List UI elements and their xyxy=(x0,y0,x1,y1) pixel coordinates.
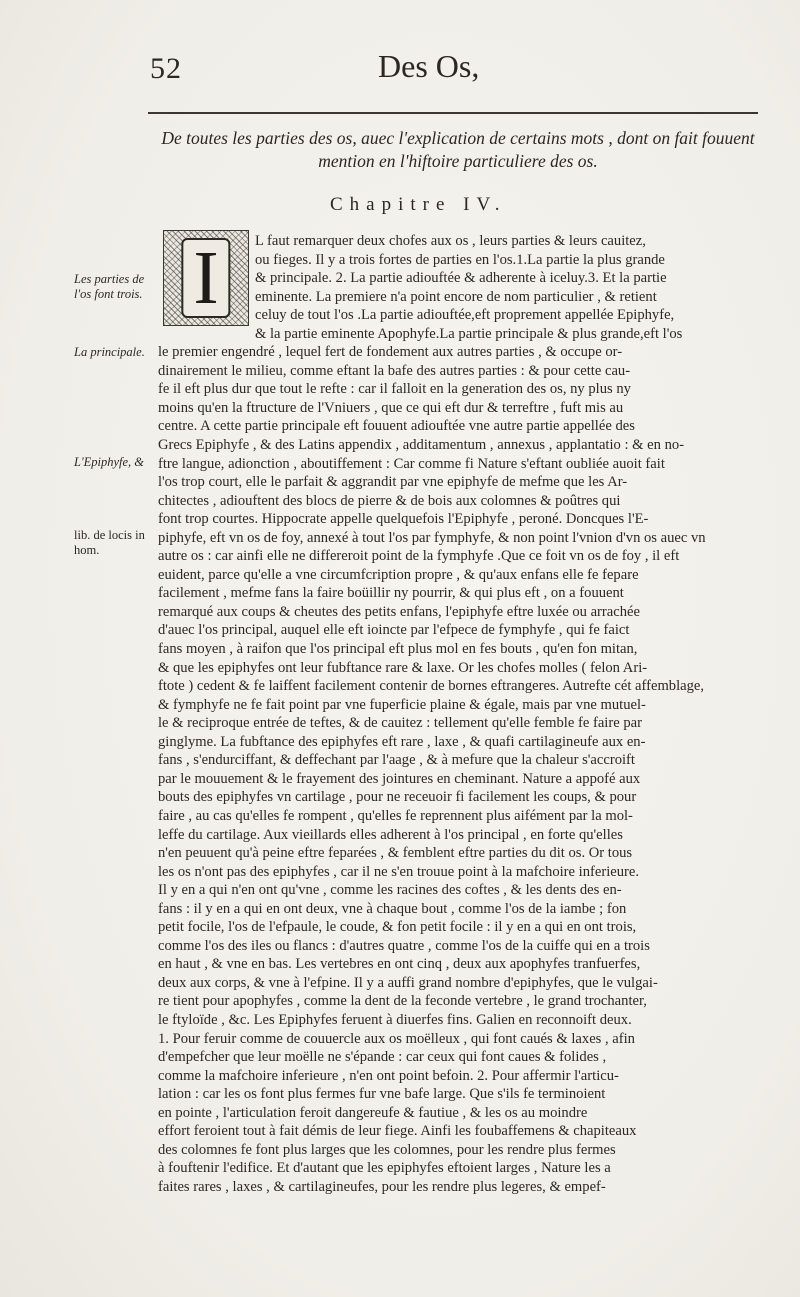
text-line: les os n'ont pas des epiphyfes , car il ne s'en trouue point à la mafchoire inferieure. xyxy=(158,863,640,880)
text-line: lation : car les os font plus fermes fur vne bafe large. Que s'ils fe terminoient xyxy=(158,1086,606,1103)
text-line: le & reciproque entrée de teftes, & de cauitez : tellement qu'elle femble fe faire par xyxy=(158,715,642,732)
section-title: De toutes les parties des os, auec l'explication de certains mots , dont on fait fouuent mention en l'hiftoire particuliere des os. xyxy=(161,128,755,171)
text-line: ftote ) cedent & fe laiffent facilement contenir de bornes eftrangeres. Autrefte cét affemblage, xyxy=(158,678,705,695)
text-line: le ftyloïde , &c. Les Epiphyfes feruent à diuerfes fins. Galien en reconnoift deux. xyxy=(158,1011,632,1028)
text-line: ftre langue, adionction , aboutiffement : Car comme fi Nature s'eftant oubliée auoit fait xyxy=(158,455,665,472)
text-line: leffe du cartilage. Aux vieillards elles adherent à l'os principal , en forte qu'elles xyxy=(158,826,623,843)
text-line: en haut , & vne en bas. Les vertebres en ont cinq , deux aux apophyfes tranfuerfes, xyxy=(158,956,641,973)
text-line: celuy de tout l'os .La partie adiouftée,eft proprement appellée Epiphyfe, xyxy=(255,307,675,324)
text-line: font trop courtes. Hippocrate appelle quelquefois l'Epiphyfe , peroné. Doncques l'E- xyxy=(158,511,649,528)
text-line: faites rares , laxes , & cartilagineufes, pour les rendre plus legeres, & empef- xyxy=(158,1178,606,1195)
text-line: autre os : car ainfi elle ne differeroit point de la fymphyfe .Que ce foit vn os de foy , il eft xyxy=(158,548,680,565)
text-line: bouts des epiphyfes vn cartilage , pour ne receuoir fi facilement les coups, & pour xyxy=(158,789,637,806)
text-line: fans : il y en a qui en ont deux, vne à chaque bout , comme l'os de la iambe ; fon xyxy=(158,900,627,917)
text-line: & que les epiphyfes ont leur fubftance rare & laxe. Or les chofes molles ( felon Ari- xyxy=(158,659,648,676)
text-line: Il y en a qui n'en ont qu'vne , comme les racines des coftes , & les dents des en- xyxy=(158,882,622,899)
text-line: moins qu'en la ftructure de l'Vniuers , que ce qui eft dur & terreftre , fuft mis au xyxy=(158,399,624,416)
text-line: eminente. La premiere n'a point encore de nom particulier , & retient xyxy=(255,288,657,305)
text-line: ginglyme. La fubftance des epiphyfes eft rare , laxe , & quafi cartilagineufe aux en- xyxy=(158,733,646,750)
text-line: dinairement le milieu, comme eftant la bafe des autres parties : & pour cette cau- xyxy=(158,362,631,379)
margin-note: La principale. xyxy=(74,345,145,359)
margin-note: Les parties de l'os font trois. xyxy=(74,272,145,301)
text-line: facilement , mefme fans la faire boüillir ny pourrir, & qui plus eft , on a fouuent xyxy=(158,585,624,602)
text-line: comme l'os des iles ou flancs : d'autres quatre , comme l'os de la cuiffe qui en a trois xyxy=(158,937,650,954)
text-line: à fouftenir l'edifice. Et d'autant que les epiphyfes eftoient larges , Nature les a xyxy=(158,1160,611,1177)
margin-note: L'Epiphyfe, & xyxy=(74,455,145,469)
text-line: fans moyen , à raifon que l'os principal eft plus mol en fes bouts , qu'en fon mitan, xyxy=(158,641,638,658)
chapter-heading: Chapitre IV. xyxy=(330,194,507,215)
text-line: d'auec l'os principal, auquel elle eft ioincte par l'efpece de fymphyfe , qui fe faict xyxy=(158,622,630,639)
text-line: comme la mafchoire inferieure , n'en ont point befoin. 2. Pour affermir l'articu- xyxy=(158,1067,619,1084)
text-line: petit focile, l'os de l'efpaule, le coude, & fon petit focile : il y en a qui en ont trois, xyxy=(158,919,637,936)
text-line: 1. Pour feruir comme de couuercle aux os moëlleux , qui font caués & laxes , afin xyxy=(158,1030,635,1047)
text-line: fe il eft plus dur que tout le refte : car il falloit en la generation des os, ny plus ny xyxy=(158,381,631,398)
text-line: chitectes , adiouftent des blocs de pierre & de bois aux colomnes & poûtres qui xyxy=(158,492,621,509)
text-line: Grecs Epiphyfe , & des Latins appendix , additamentum , annexus , applantatio : & en no- xyxy=(158,437,685,454)
body-text xyxy=(158,232,768,1196)
text-line: deux aux corps, & vne à l'efpine. Il y a auffi grand nombre d'epiphyfes, que le vulgai- xyxy=(158,974,658,991)
text-line: euident, parce qu'elle a vne circumfcription propre , & qu'aux enfans elle fe fepare xyxy=(158,566,639,583)
text-line: piphyfe, eft vn os de foy, annexé à tout l'os par fymphyfe, & non point l'vnion d'vn os auec vn xyxy=(158,529,706,546)
header-rule xyxy=(148,112,758,114)
text-line: & la partie eminente Apophyfe.La partie principale & plus grande,eft l'os xyxy=(255,325,683,342)
running-head: Des Os, xyxy=(378,48,480,84)
text-line: n'en peuuent qu'à peine eftre feparées , & femblent eftre parties du dit os. Or tous xyxy=(158,845,633,862)
text-line: remarqué aux coups & cheutes des petits enfans, l'epiphyfe eftre luxée ou arrachée xyxy=(158,603,640,620)
text-line: re tient pour apophyfes , comme la dent de la feconde vertebre , le grand trochanter, xyxy=(158,993,647,1010)
text-line: ou fieges. Il y a trois fortes de parties en l'os.1.La partie la plus grande xyxy=(255,251,665,268)
text-line: le premier engendré , lequel fert de fondement aux autres parties , & occupe or- xyxy=(158,344,623,361)
text-line: & principale. 2. La partie adiouftée & adherente à iceluy.3. Et la partie xyxy=(255,270,667,287)
page-number: 52 xyxy=(150,52,182,85)
text-line: des colomnes fe font plus larges que les colomnes, pour les rendre plus fermes xyxy=(158,1141,616,1158)
text-line: par le mouuement & le frayement des jointures en cheminant. Nature a appofé aux xyxy=(158,770,641,787)
initial-letter: I xyxy=(181,238,230,318)
text-line: centre. A cette partie principale eft fouuent adiouftée vne autre partie appellée des xyxy=(158,418,635,435)
text-line: en pointe , l'articulation feroit dangereufe & fautiue , & les os au moindre xyxy=(158,1104,588,1121)
margin-note: lib. de locis in hom. xyxy=(74,528,145,557)
text-line: fans , s'endurciffant, & deffechant par l'aage , & à mefure que la chaleur s'accroift xyxy=(158,752,635,769)
text-line: d'empefcher que leur moëlle ne s'épande : car ceux qui font caues & folides , xyxy=(158,1049,607,1066)
text-line: faire , au cas qu'elles fe rompent , qu'elles fe reprennent plus aifément par la mol- xyxy=(158,807,633,824)
text-line: L faut remarquer deux chofes aux os , leurs parties & leurs cauitez, xyxy=(255,233,646,249)
text-line: effort feroient tout à fait démis de leur fiege. Ainfi les foubaffemens & chapiteaux xyxy=(158,1123,637,1140)
text-line: l'os trop court, elle le parfait & aggrandit par vne epiphyfe de mefme que les Ar- xyxy=(158,474,628,491)
text-line: & fymphyfe ne fe fait point par vne fuperficie plaine & égale, mais par vne mutuel- xyxy=(158,696,646,713)
